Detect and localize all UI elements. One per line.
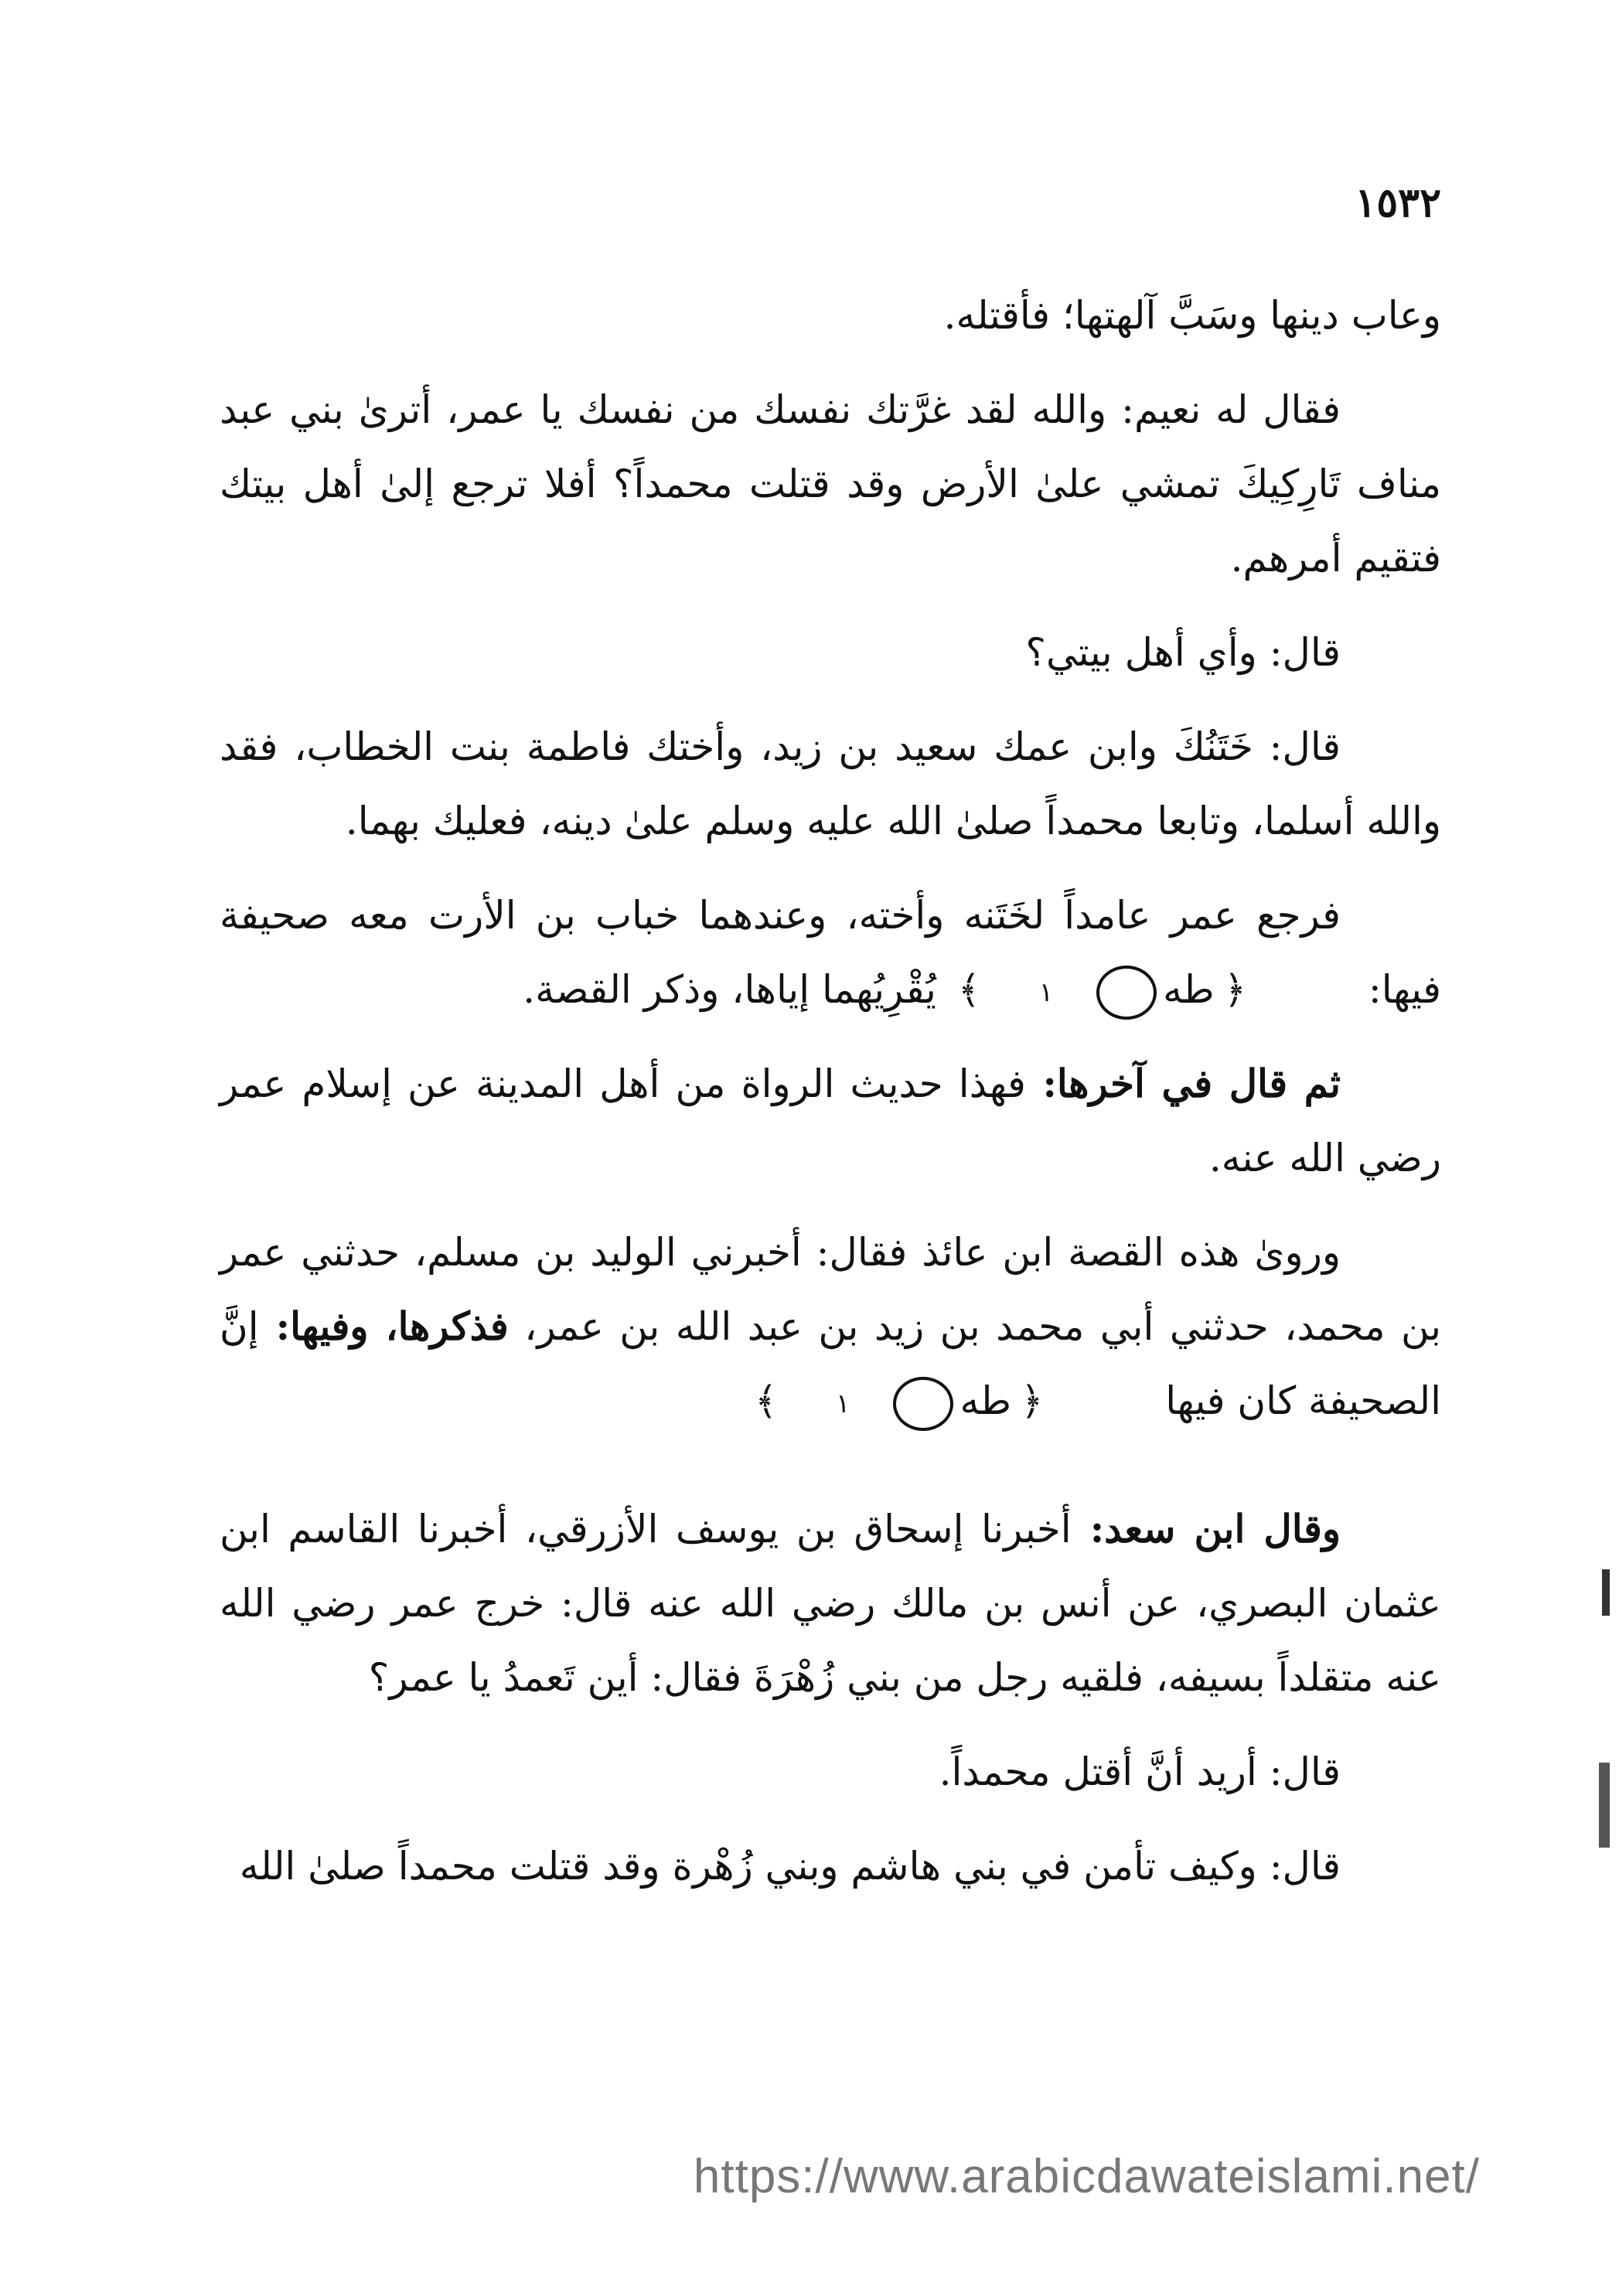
- paragraph-4: قال: خَتَنُكَ وابن عمك سعيد بن زيد، وأختك فاطمة بنت الخطاب، فقد والله أسلما، وتابعا محمداً صلىٰ الله عليه وسلم علىٰ دينه، فعليك بهما.: [220, 724, 1441, 843]
- paragraph-8: [220, 1492, 1441, 1715]
- paragraph-5-text-a: فرجع عمر عامداً لخَتَنه وأخته، وعندهما خباب بن الأرت معه صحيفة فيها:: [220, 893, 1441, 1012]
- paragraph-6-text: فهذا حديث الرواة من أهل المدينة عن إسلام عمر رضي الله عنه.: [220, 1061, 1441, 1180]
- ayah-number-icon: ١: [893, 1377, 953, 1431]
- paragraph-3: قال: وأي أهل بيتي؟: [1025, 630, 1341, 675]
- paragraph-5: [220, 878, 1441, 1027]
- quran-close-bracket: ﴾: [755, 1378, 778, 1423]
- quran-close-bracket: ﴾: [957, 967, 981, 1012]
- quran-open-bracket: ﴿: [1223, 967, 1246, 1012]
- footer-url: https://www.arabicdawateislami.net/: [693, 2150, 1480, 2203]
- body-text: [220, 278, 1441, 1923]
- scan-margin-mark: [1602, 1569, 1610, 1616]
- paragraph-10: قال: وكيف تأمن في بني هاشم وبني زُهْرة وقد قتلت محمداً صلىٰ الله: [239, 1844, 1341, 1889]
- page-number: ١٥٣٢: [1355, 179, 1441, 227]
- quran-word: طه: [959, 1378, 1012, 1423]
- paragraph-1: وعاب دينها وسَبَّ آلهتها؛ فأقتله.: [943, 293, 1441, 338]
- paragraph-6: [220, 1047, 1441, 1195]
- paragraph-8-lead: وقال ابن سعد:: [1071, 1506, 1341, 1552]
- paragraph-8-text: أخبرنا إسحاق بن يوسف الأزرقي، أخبرنا القاسم ابن عثمان البصري، عن أنس بن مالك رضي الله عنه قال: خرج عمر رضي الله عنه متقلداً بسيفه، فلقيه رجل من بني زُهْرَةَ فقال: أين تَعمدُ يا عمر؟: [220, 1507, 1441, 1700]
- quran-open-bracket: ﴿: [1021, 1378, 1044, 1423]
- paragraph-9: قال: أريد أنَّ أقتل محمداً.: [939, 1749, 1341, 1794]
- paragraph-7: [220, 1215, 1441, 1438]
- quran-word: طه: [1163, 967, 1215, 1012]
- paragraph-7-text-a: وروىٰ هذه القصة ابن عائذ فقال: أخبرني الوليد بن مسلم، حدثني عمر بن محمد، حدثني أبي محمد بن زيد بن عبد الله بن عمر،: [220, 1230, 1441, 1349]
- paragraph-7-bold: فذكرها، وفيها:: [258, 1303, 509, 1349]
- paragraph-5-text-b: يُقْرِيُهما إياها، وذكر القصة.: [523, 967, 949, 1012]
- paragraph-2: فقال له نعيم: والله لقد غرَّتك نفسك من نفسك يا عمر، أترىٰ بني عبد مناف تَارِكِيكَ تمشي علىٰ الأرض وقد قتلت محمداً؟ أفلا ترجع إلىٰ أهل بيتك فتقيم أمرهم.: [220, 387, 1441, 581]
- scan-margin-mark: [1599, 1763, 1610, 1848]
- paragraph-7-text-b: إنَّ الصحيفة كان فيها: [220, 1304, 1441, 1423]
- paragraph-6-lead: ثم قال في آخرها:: [1025, 1061, 1341, 1106]
- ayah-number-icon: ١: [1096, 966, 1157, 1020]
